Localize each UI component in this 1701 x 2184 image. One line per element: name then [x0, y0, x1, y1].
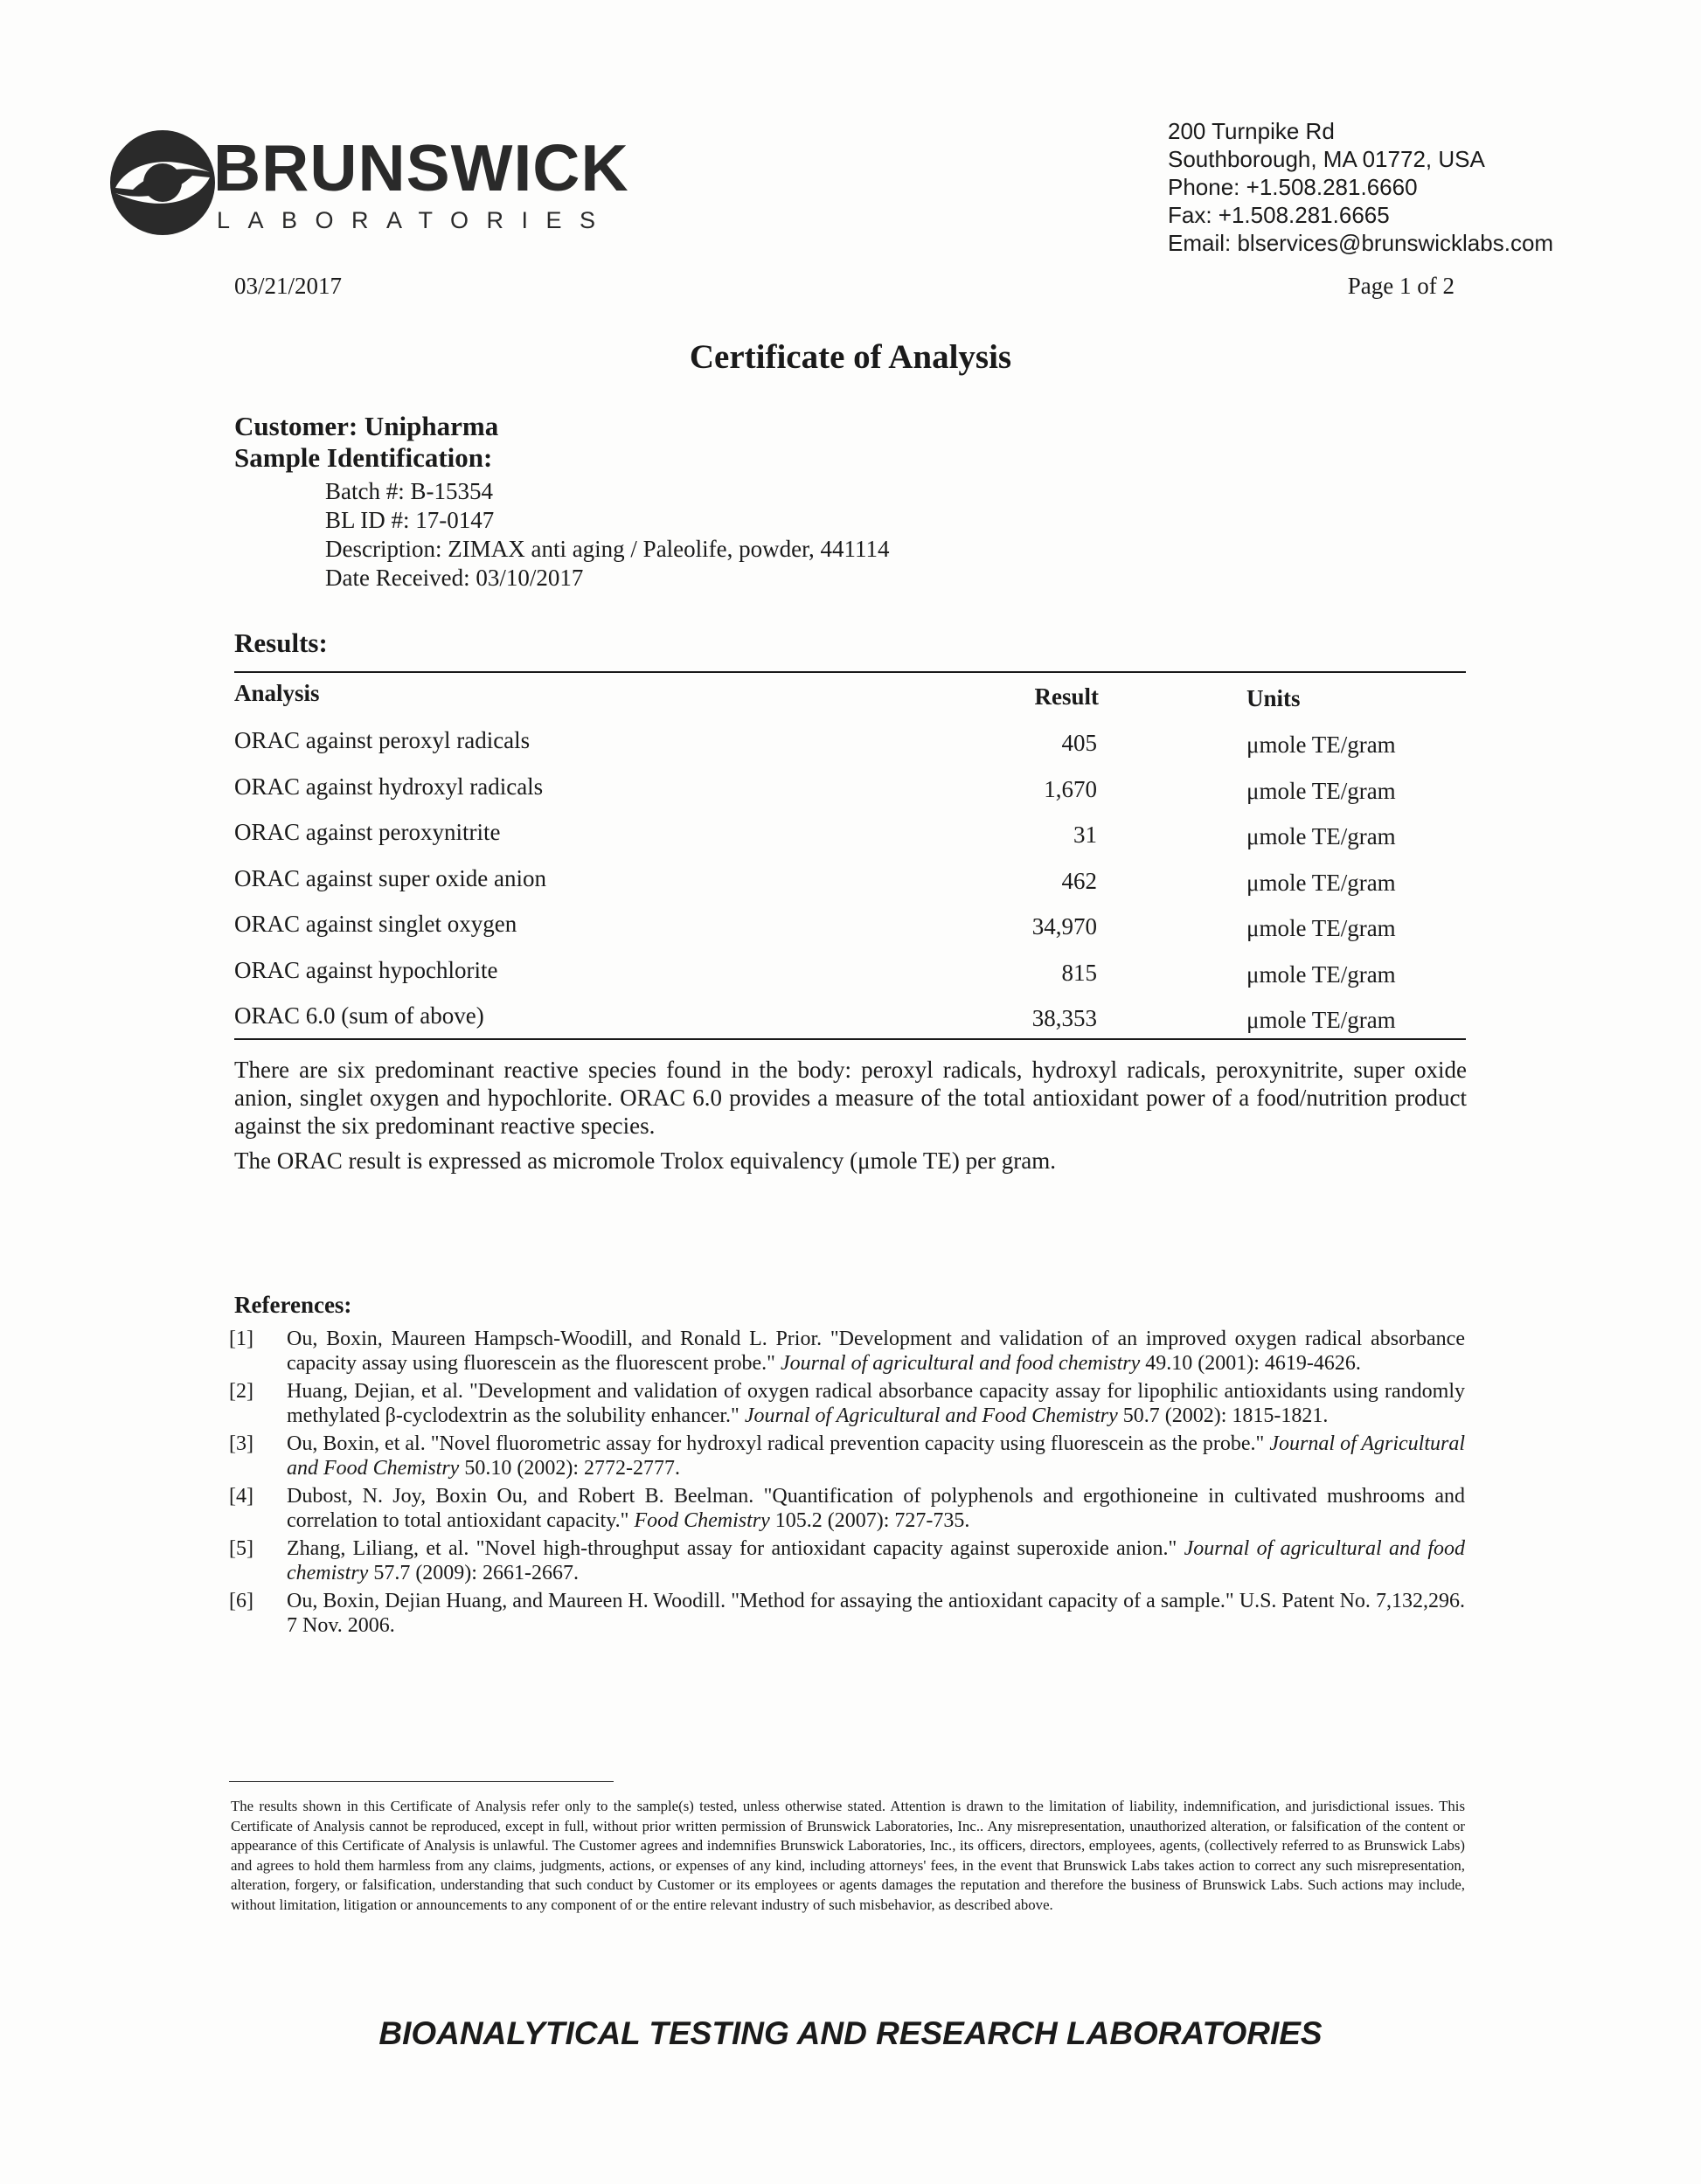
brunswick-swirl-logo-icon [107, 127, 219, 239]
reference-journal: Journal of Agricultural and Food Chemistry [744, 1404, 1118, 1427]
row-analysis: ORAC against peroxynitrite [234, 819, 501, 845]
row-result: 38,353 [1031, 1005, 1097, 1031]
table-row [234, 718, 1466, 765]
lab-address [1168, 117, 1553, 257]
row-units: μmole TE/gram [1246, 960, 1396, 988]
table-row [234, 765, 1466, 811]
reference-citation: 50.10 (2002): 2772-2777. [459, 1457, 680, 1480]
row-units: μmole TE/gram [1246, 1007, 1396, 1033]
table-row-total [234, 994, 1466, 1040]
reference-citation: 105.2 (2007): 727-735. [769, 1509, 970, 1532]
row-analysis: ORAC against super oxide anion [234, 864, 546, 891]
reference-citation: 57.7 (2009): 2661-2667. [368, 1562, 579, 1584]
footnote-rule [229, 1781, 614, 1782]
address-phone: Phone: +1.508.281.6660 [1168, 174, 1418, 200]
table-row [234, 810, 1466, 856]
reference-journal: Journal of agricultural and food chemistry [287, 1537, 1466, 1584]
reference-text: Ou, Boxin, Maureen Hampsch-Woodill, and Ronald L. Prior. "Development and validation of an improved oxygen radical absorbance capacity assay using fluorescein as the fluorescent probe." [287, 1328, 1465, 1375]
reference-text: Ou, Boxin, et al. "Novel fluorometric assay for hydroxyl radical prevention capacity using fluorescein as the probe." [287, 1432, 1270, 1455]
sample-description: Description: ZIMAX anti aging / Paleolife, powder, 441114 [325, 536, 890, 562]
table-top-rule [234, 671, 1466, 673]
reference-text: Ou, Boxin, Dejian Huang, and Maureen H. Woodill. "Method for assaying the antioxidant capacity of a sample." U.S. Patent No. 7,132,296. 7 Nov. 2006. [287, 1590, 1465, 1637]
reference-item [229, 1536, 1465, 1585]
table-row [234, 902, 1466, 948]
row-analysis: ORAC 6.0 (sum of above) [234, 1002, 484, 1029]
header-result: Result [1034, 683, 1099, 710]
company-logo [107, 127, 631, 245]
footer-tagline: BIOANALYTICAL TESTING AND RESEARCH LABORATORIES [378, 2015, 1323, 2051]
sample-fields [325, 477, 890, 593]
explanation-paragraph: The ORAC result is expressed as micromole Trolox equivalency (μmole TE) per gram. [234, 1147, 1057, 1174]
table-row [234, 948, 1466, 995]
reference-number: [3] [229, 1432, 253, 1455]
row-analysis: ORAC against hypochlorite [234, 956, 498, 983]
reference-item [229, 1589, 1465, 1638]
reference-journal: Food Chemistry [634, 1509, 770, 1532]
date-received: Date Received: 03/10/2017 [325, 565, 584, 591]
bl-id: BL ID #: 17-0147 [325, 507, 495, 533]
header-units: Units [1246, 685, 1301, 711]
logo-subtitle: LABORATORIES [217, 207, 614, 233]
explanation-paragraph: There are six predominant reactive species found in the body: peroxyl radicals, hydroxyl radicals, peroxynitrite, super oxide anion, singlet oxygen and hypochlorite. ORAC 6.0 provides a measure of the total antioxidant power of a food/nutrition product against the six predominant reactive species. [234, 1057, 1467, 1139]
reference-item [229, 1327, 1465, 1376]
reference-citation: 49.10 (2001): 4619-4626. [1140, 1352, 1361, 1375]
references-label: References: [234, 1292, 352, 1318]
logo-name: BRUNSWICK [213, 131, 629, 205]
address-email: Email: blservices@brunswicklabs.com [1168, 230, 1554, 256]
reference-citation: 50.7 (2002): 1815-1821. [1117, 1404, 1329, 1427]
reference-journal: Journal of agricultural and food chemistry [780, 1352, 1141, 1375]
reference-number: [4] [229, 1485, 253, 1508]
address-fax: Fax: +1.508.281.6665 [1168, 202, 1390, 228]
reference-text: Huang, Dejian, et al. "Development and validation of oxygen radical absorbance capacity assay for lipophilic antioxidants using randomly methylated β-cyclodextrin as the solubility enhancer." [287, 1380, 1465, 1427]
reference-text: Zhang, Liliang, et al. "Novel high-throughput assay for antioxidant capacity against superoxide anion." [287, 1537, 1184, 1560]
legal-disclaimer: The results shown in this Certificate of Analysis refer only to the sample(s) tested, unless otherwise stated. Attention is drawn to the limitation of liability, indemnification, and jurisdictional issues. This Certificate of Analysis cannot be reproduced, except in full, without prior written permission of Brunswick Laboratories, Inc.. Any misrepresentation, unauthorized alteration, or falsification of the content or appearance of this Certificate of Analysis is unlawful. The Customer agrees and indemnifies Brunswick Laboratories, Inc., its officers, directors, employees, agents, (collectively referred to as Brunswick Labs) and agrees to hold them harmless from any claims, judgments, actions, or expenses of any kind, including attorneys' fees, in the event that Brunswick Labs takes action to correct any such misrepresentation, alteration, forgery, or falsification, understanding that such conduct by Customer or its employees or agents damages the reputation and therefore the business of Brunswick Labs. Such actions may include, without limitation, litigation or announcements to any component of or the entire relevant industry of such misbehavior, as described above. [231, 1798, 1465, 1913]
row-units: μmole TE/gram [1246, 823, 1396, 849]
row-result: 31 [1073, 822, 1097, 848]
results-label: Results: [234, 627, 328, 658]
row-units: μmole TE/gram [1246, 869, 1396, 896]
results-explanation [234, 1056, 1467, 1175]
customer-label: Customer: Unipharma [234, 411, 499, 441]
reference-number: [6] [229, 1590, 253, 1612]
reference-item [229, 1379, 1465, 1428]
sample-identification-label: Sample Identification: [234, 442, 493, 473]
references-list [229, 1327, 1465, 1641]
reference-number: [5] [229, 1537, 253, 1560]
certificate-date: 03/21/2017 [234, 273, 343, 299]
row-result: 462 [1061, 867, 1097, 894]
reference-number: [2] [229, 1380, 253, 1403]
row-units: μmole TE/gram [1246, 777, 1396, 804]
row-result: 405 [1061, 730, 1097, 756]
address-street: 200 Turnpike Rd [1168, 118, 1335, 144]
address-city: Southborough, MA 01772, USA [1168, 146, 1485, 172]
results-table [234, 676, 1466, 1040]
table-header-row [234, 676, 1466, 718]
table-bottom-rule [234, 1038, 1466, 1040]
batch-number: Batch #: B-15354 [325, 478, 493, 504]
reference-text: Dubost, N. Joy, Boxin Ou, and Robert B. Beelman. "Quantification of polyphenols and ergothioneine in cultivated mushrooms and correlation to total antioxidant capacity." [287, 1485, 1465, 1532]
row-result: 815 [1061, 959, 1097, 986]
page-title: Certificate of Analysis [689, 338, 1012, 376]
reference-number: [1] [229, 1328, 253, 1350]
reference-item [229, 1432, 1465, 1480]
row-analysis: ORAC against peroxyl radicals [234, 727, 531, 753]
reference-item [229, 1484, 1465, 1533]
row-units: μmole TE/gram [1246, 915, 1396, 941]
page-number: Page 1 of 2 [1347, 273, 1455, 299]
row-analysis: ORAC against hydroxyl radicals [234, 773, 544, 800]
header-analysis: Analysis [234, 680, 320, 706]
row-units: μmole TE/gram [1246, 731, 1396, 758]
table-row [234, 856, 1466, 903]
row-result: 1,670 [1044, 775, 1097, 802]
row-result: 34,970 [1031, 913, 1097, 939]
reference-journal: Journal of Agricultural and Food Chemistry [287, 1432, 1466, 1480]
row-analysis: ORAC against singlet oxygen [234, 911, 517, 937]
